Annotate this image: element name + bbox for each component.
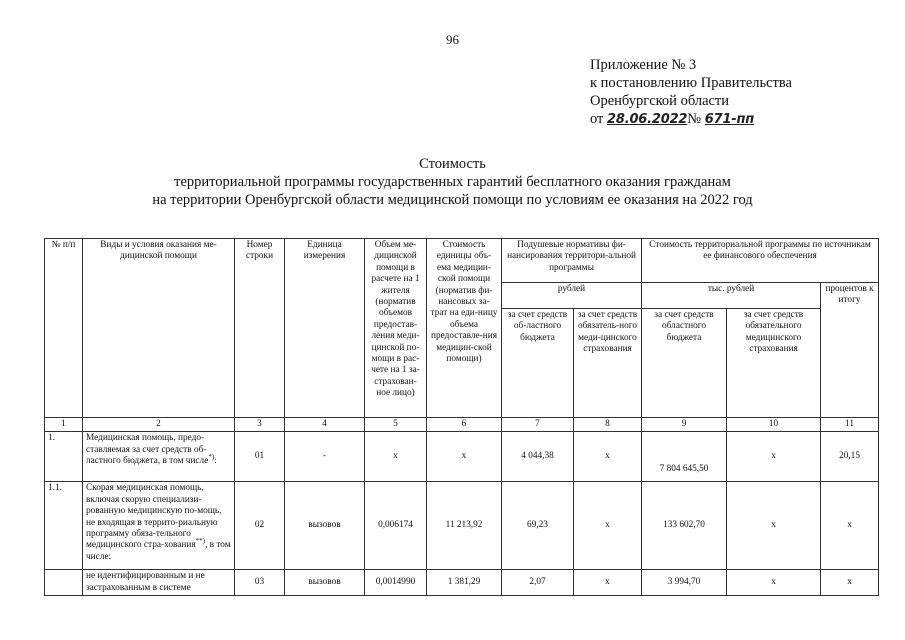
row-percent: 20,15 (821, 432, 879, 482)
row-cost: х (427, 432, 502, 482)
row-oms-k: х (727, 570, 821, 596)
header-unit: Единица измерения (285, 239, 365, 418)
title-line-1: Стоимость (419, 156, 486, 172)
column-numbers-row (45, 418, 879, 432)
row-budget-k: 7 804 645,50 (642, 432, 727, 482)
row-budget-rub: 4 044,38 (502, 432, 574, 482)
column-number: 10 (727, 418, 821, 432)
table-row (45, 482, 879, 570)
column-number: 9 (642, 418, 727, 432)
row-cost: 1 381,29 (427, 570, 502, 596)
row-name-suffix: : (214, 456, 217, 467)
appendix-line-3: Оренбургской области (590, 93, 730, 109)
appendix-line-2: к постановлению Правительства (590, 75, 792, 91)
row-name: не идентифицированным и не застрахованным в системе (83, 570, 235, 596)
table-row (45, 570, 879, 596)
row-num: 1. (45, 432, 83, 482)
column-number: 5 (365, 418, 427, 432)
appendix-block (590, 56, 792, 129)
row-budget-k: 3 994,70 (642, 570, 727, 596)
header-percent: процентов к итогу (821, 283, 879, 418)
row-cost: 11 213,92 (427, 482, 502, 570)
row-unit: - (285, 432, 365, 482)
handwritten-date: 28.06.2022 (607, 112, 688, 127)
row-number: 01 (235, 432, 285, 482)
document-title (0, 155, 905, 209)
page-number: 96 (446, 32, 459, 47)
title-line-2: территориальной программы государственных гарантий бесплатного оказания гражданам (174, 174, 731, 190)
date-prefix: от (590, 111, 604, 127)
row-oms-rub: х (574, 570, 642, 596)
column-number: 4 (285, 418, 365, 432)
row-name-suffix: , в том числе: (86, 540, 231, 562)
row-num: 1.1. (45, 482, 83, 570)
row-oms-rub: х (574, 482, 642, 570)
row-name (83, 482, 235, 570)
row-volume: х (365, 432, 427, 482)
column-number: 2 (83, 418, 235, 432)
row-oms-k: х (727, 482, 821, 570)
row-budget-k: 133 602,70 (642, 482, 727, 570)
header-oms: за счет средств обязатель-ного меди-цинского страхования (574, 309, 642, 418)
header-num: № п/п (45, 239, 83, 418)
footnote-mark: *) (208, 453, 215, 462)
row-number: 03 (235, 570, 285, 596)
row-volume: 0,0014990 (365, 570, 427, 596)
row-oms-rub: х (574, 432, 642, 482)
row-number: 02 (235, 482, 285, 570)
row-volume: 0,006174 (365, 482, 427, 570)
row-num (45, 570, 83, 596)
column-number: 3 (235, 418, 285, 432)
column-number: 1 (45, 418, 83, 432)
row-name (83, 432, 235, 482)
title-line-3: на территории Оренбургской области медицинской помощи по условиям ее оказания на 2022 год (152, 192, 753, 208)
appendix-line-1: Приложение № 3 (590, 57, 697, 73)
column-number: 11 (821, 418, 879, 432)
row-budget-rub: 69,23 (502, 482, 574, 570)
header-regional-budget-k: за счет средств областного бюджета (642, 309, 727, 418)
column-number: 7 (502, 418, 574, 432)
row-oms-k: х (727, 432, 821, 482)
cost-table (44, 238, 879, 596)
header-oms-k: за счет средств обязательного медицинского страхования (727, 309, 821, 418)
handwritten-number: 671-пп (704, 112, 755, 127)
row-name-text: Медицинская помощь, предо-ставляемая за счет средств об-ластного бюджета, в том числе (86, 433, 209, 467)
footnote-mark: **) (195, 537, 205, 546)
row-percent: х (821, 482, 879, 570)
column-number: 6 (427, 418, 502, 432)
row-budget-rub: 2,07 (502, 570, 574, 596)
number-sign: № (687, 111, 702, 127)
header-cost: Стоимость единицы объ-ема медицин-ской помощи (норматив фи-нансовых за-трат на еди-ницу объема предоставле-ния медицин-ской помощи) (427, 239, 502, 418)
header-per-capita: Подушевые нормативы фи-нансирования территори-альной программы (502, 239, 642, 283)
table-row (45, 432, 879, 482)
header-volume: Объем ме-дицинской помощи в расчете на 1 жителя (норматив объемов предостав-ления меди-цинской по-мощи в рас-чете на 1 за-страхован-ное лицо) (365, 239, 427, 418)
row-percent: х (821, 570, 879, 596)
header-row-number: Номер строки (235, 239, 285, 418)
header-regional-budget: за счет средств об-ластного бюджета (502, 309, 574, 418)
header-program-cost: Стоимость территориальной программы по источникам ее финансового обеспечения (642, 239, 879, 283)
row-unit: вызовов (285, 570, 365, 596)
header-types: Виды и условия оказания ме-дицинской помощи (83, 239, 235, 418)
header-rubles: рублей (502, 283, 642, 309)
column-number: 8 (574, 418, 642, 432)
row-name-text: Скорая медицинская помощь, включая скорую специализи-рованную медицинскую по-мощь, не входящая в террито-риальную программу обяза-тельного медицинского стра-хования (86, 483, 222, 551)
header-thousand-rubles: тыс. рублей (642, 283, 821, 309)
row-unit: вызовов (285, 482, 365, 570)
appendix-date-line (590, 110, 792, 129)
